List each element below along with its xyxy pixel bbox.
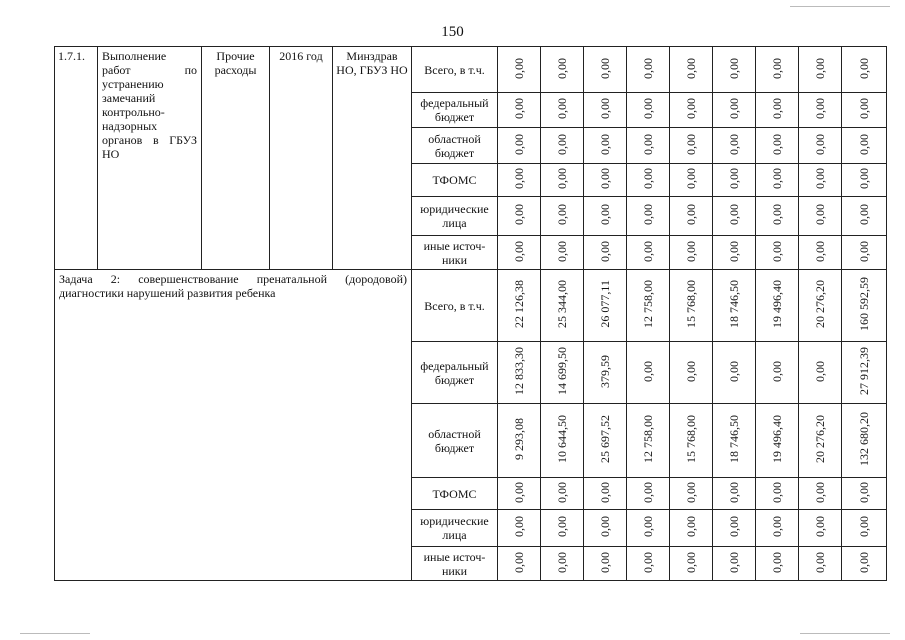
amount-cell: 0,00	[713, 510, 756, 547]
amount-cell: 0,00	[584, 547, 627, 581]
amount-cell: 0,00	[541, 478, 584, 510]
amount-cell: 0,00	[842, 478, 887, 510]
amount-cell: 0,00	[756, 197, 799, 236]
amount-cell: 14 699,50	[541, 342, 584, 404]
amount-cell: 0,00	[756, 47, 799, 93]
amount-cell: 12 758,00	[627, 404, 670, 478]
amount-cell: 15 768,00	[670, 404, 713, 478]
amount-cell: 0,00	[799, 478, 842, 510]
amount-cell: 0,00	[584, 236, 627, 270]
amount-cell: 0,00	[498, 510, 541, 547]
amount-cell: 20 276,20	[799, 404, 842, 478]
amount-cell: 0,00	[498, 93, 541, 128]
amount-cell: 0,00	[498, 197, 541, 236]
amount-cell: 0,00	[799, 128, 842, 164]
amount-cell: 0,00	[756, 510, 799, 547]
amount-cell: 0,00	[713, 164, 756, 197]
amount-cell: 0,00	[842, 510, 887, 547]
amount-cell: 0,00	[627, 197, 670, 236]
funding-source: ТФОМС	[412, 478, 498, 510]
amount-cell: 0,00	[756, 342, 799, 404]
scan-artifact-bottom-left	[20, 633, 90, 634]
amount-cell: 0,00	[541, 128, 584, 164]
amount-cell: 0,00	[713, 547, 756, 581]
amount-cell: 0,00	[584, 47, 627, 93]
amount-cell: 0,00	[670, 197, 713, 236]
amount-cell: 0,00	[498, 547, 541, 581]
funding-source: Всего, в т.ч.	[412, 270, 498, 342]
activity-name: Выполнение работ по устранению замечаний контрольно-надзорных органов в ГБУЗ НО	[98, 47, 202, 270]
executor: Минздрав НО, ГБУЗ НО	[333, 47, 412, 270]
amount-cell: 25 697,52	[584, 404, 627, 478]
amount-cell: 0,00	[627, 47, 670, 93]
amount-cell: 0,00	[627, 236, 670, 270]
amount-cell: 0,00	[541, 164, 584, 197]
amount-cell: 12 833,30	[498, 342, 541, 404]
amount-cell: 0,00	[799, 164, 842, 197]
amount-cell: 0,00	[799, 197, 842, 236]
amount-cell: 0,00	[627, 164, 670, 197]
amount-cell: 15 768,00	[670, 270, 713, 342]
amount-cell: 18 746,50	[713, 404, 756, 478]
scan-artifact-bottom-right	[800, 633, 890, 634]
amount-cell: 0,00	[584, 164, 627, 197]
amount-cell: 0,00	[627, 547, 670, 581]
amount-cell: 0,00	[541, 47, 584, 93]
amount-cell: 0,00	[584, 197, 627, 236]
funding-source: федеральный бюджет	[412, 342, 498, 404]
amount-cell: 0,00	[498, 236, 541, 270]
table-body	[55, 47, 887, 581]
activity-number: 1.7.1.	[55, 47, 98, 270]
funding-source: юридические лица	[412, 510, 498, 547]
amount-cell: 0,00	[541, 93, 584, 128]
amount-cell: 0,00	[842, 128, 887, 164]
amount-cell: 0,00	[756, 547, 799, 581]
amount-cell: 0,00	[756, 478, 799, 510]
amount-cell: 0,00	[842, 164, 887, 197]
amount-cell: 0,00	[627, 128, 670, 164]
budget-table	[54, 46, 887, 581]
amount-cell: 19 496,40	[756, 404, 799, 478]
amount-cell: 379,59	[584, 342, 627, 404]
funding-source: иные источ-ники	[412, 236, 498, 270]
amount-cell: 18 746,50	[713, 270, 756, 342]
scan-artifact-top	[790, 6, 890, 7]
amount-cell: 12 758,00	[627, 270, 670, 342]
amount-cell: 0,00	[713, 93, 756, 128]
amount-cell: 0,00	[627, 510, 670, 547]
task-title: Задача 2: совершенствование пренатальной (дородовой) диагностики нарушений развития ребенка	[55, 270, 412, 581]
amount-cell: 0,00	[627, 93, 670, 128]
amount-cell: 0,00	[799, 547, 842, 581]
amount-cell: 0,00	[670, 236, 713, 270]
amount-cell: 0,00	[498, 47, 541, 93]
amount-cell: 0,00	[713, 478, 756, 510]
amount-cell: 160 592,59	[842, 270, 887, 342]
amount-cell: 0,00	[842, 197, 887, 236]
amount-cell: 0,00	[756, 164, 799, 197]
funding-source: юридические лица	[412, 197, 498, 236]
amount-cell: 0,00	[627, 478, 670, 510]
table-row	[55, 270, 887, 342]
amount-cell: 10 644,50	[541, 404, 584, 478]
amount-cell: 0,00	[842, 93, 887, 128]
amount-cell: 0,00	[799, 236, 842, 270]
amount-cell: 0,00	[799, 93, 842, 128]
page-number: 150	[441, 24, 464, 40]
amount-cell: 0,00	[713, 197, 756, 236]
amount-cell: 20 276,20	[799, 270, 842, 342]
amount-cell: 0,00	[541, 547, 584, 581]
period: 2016 год	[270, 47, 333, 270]
amount-cell: 0,00	[756, 93, 799, 128]
amount-cell: 0,00	[670, 164, 713, 197]
amount-cell: 22 126,38	[498, 270, 541, 342]
amount-cell: 0,00	[584, 510, 627, 547]
amount-cell: 0,00	[498, 164, 541, 197]
amount-cell: 0,00	[498, 478, 541, 510]
expense-type: Прочие расходы	[202, 47, 270, 270]
amount-cell: 0,00	[713, 128, 756, 164]
amount-cell: 132 680,20	[842, 404, 887, 478]
amount-cell: 0,00	[627, 342, 670, 404]
funding-source: областной бюджет	[412, 128, 498, 164]
amount-cell: 25 344,00	[541, 270, 584, 342]
funding-source: областной бюджет	[412, 404, 498, 478]
amount-cell: 0,00	[799, 342, 842, 404]
amount-cell: 0,00	[799, 47, 842, 93]
amount-cell: 0,00	[842, 547, 887, 581]
funding-source: иные источ-ники	[412, 547, 498, 581]
amount-cell: 0,00	[799, 510, 842, 547]
amount-cell: 0,00	[670, 547, 713, 581]
amount-cell: 19 496,40	[756, 270, 799, 342]
amount-cell: 0,00	[670, 128, 713, 164]
amount-cell: 0,00	[670, 478, 713, 510]
amount-cell: 26 077,11	[584, 270, 627, 342]
table-row	[55, 47, 887, 93]
amount-cell: 0,00	[584, 478, 627, 510]
amount-cell: 0,00	[670, 47, 713, 93]
amount-cell: 0,00	[713, 47, 756, 93]
amount-cell: 0,00	[713, 236, 756, 270]
amount-cell: 9 293,08	[498, 404, 541, 478]
amount-cell: 0,00	[756, 128, 799, 164]
funding-source: Всего, в т.ч.	[412, 47, 498, 93]
amount-cell: 0,00	[541, 197, 584, 236]
amount-cell: 0,00	[670, 342, 713, 404]
amount-cell: 0,00	[541, 510, 584, 547]
amount-cell: 0,00	[756, 236, 799, 270]
funding-source: ТФОМС	[412, 164, 498, 197]
amount-cell: 0,00	[670, 93, 713, 128]
amount-cell: 0,00	[498, 128, 541, 164]
amount-cell: 0,00	[842, 47, 887, 93]
amount-cell: 0,00	[584, 93, 627, 128]
amount-cell: 0,00	[670, 510, 713, 547]
funding-source: федеральный бюджет	[412, 93, 498, 128]
amount-cell: 0,00	[842, 236, 887, 270]
amount-cell: 0,00	[541, 236, 584, 270]
amount-cell: 0,00	[713, 342, 756, 404]
amount-cell: 27 912,39	[842, 342, 887, 404]
amount-cell: 0,00	[584, 128, 627, 164]
